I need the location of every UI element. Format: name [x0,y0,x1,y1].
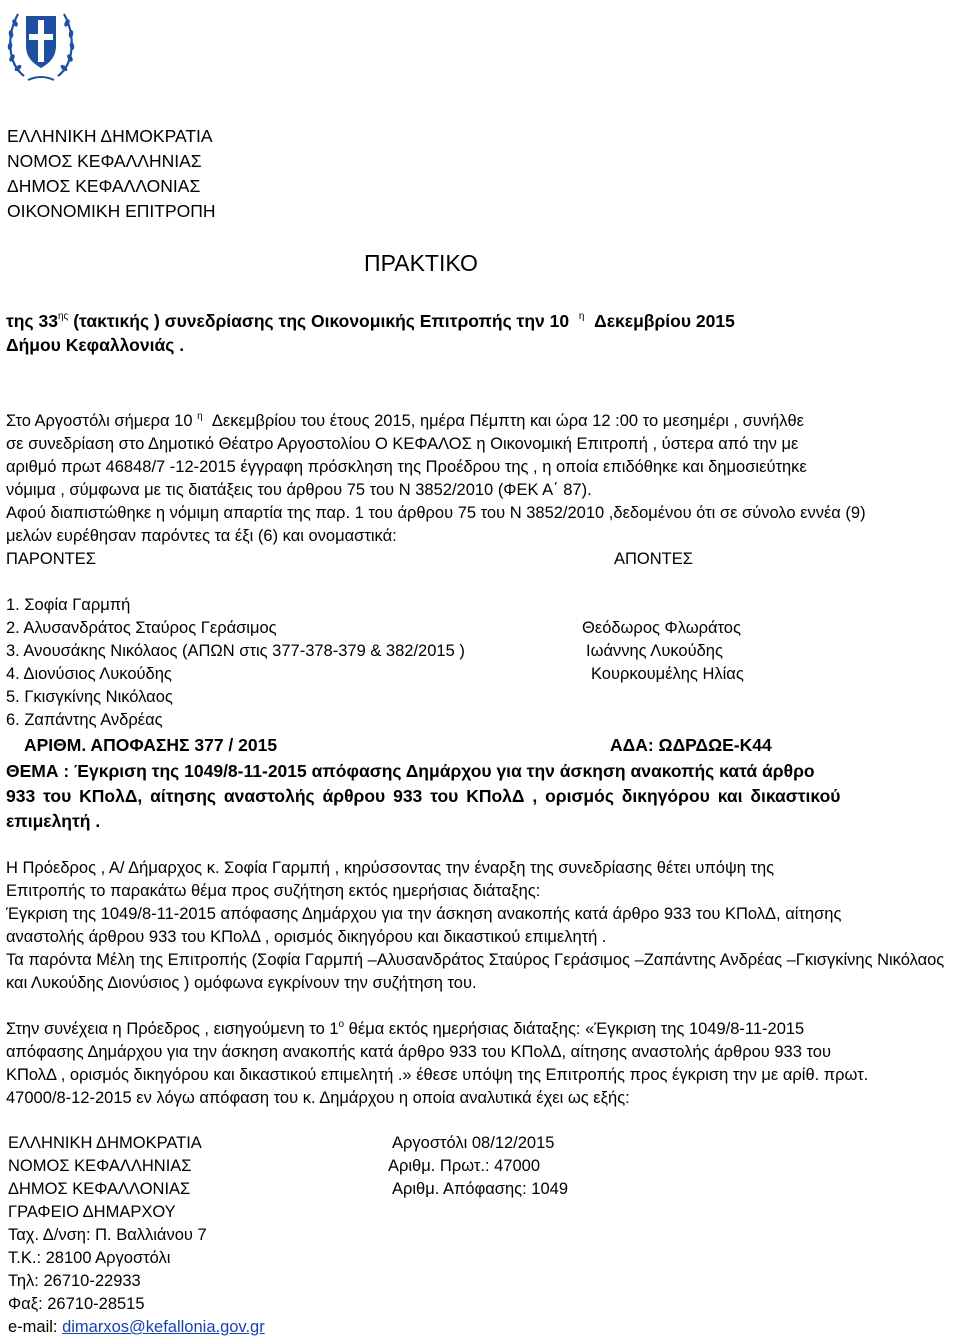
footer-left-line: ΝΟΜΟΣ ΚΕΦΑΛΛΗΝΙΑΣ [8,1157,192,1175]
header-line-republic: ΕΛΛΗΝΙΚΗ ΔΗΜΟΚΡΑΤΙΑ [7,126,213,146]
present-member: 4. Διονύσιος Λυκούδης [6,665,172,683]
intro-line-6: μελών ευρέθησαν παρόντες τα έξι (6) και ονομαστικά: [6,527,397,545]
subtitle-day-suffix: η [578,311,585,322]
absent-member: Θεόδωρος Φλωράτος [582,619,741,637]
body-line-7 [6,1018,804,1043]
subtitle-line-1 [6,310,735,336]
intro-line-3: αριθμό πρωτ 46848/7 -12-2015 έγγραφη πρόσκληση της Προέδρου της , η οποία επιδόθηκε και δημοσιεύτηκε [6,458,807,476]
greek-coat-of-arms-emblem [4,2,78,84]
footer-left-line: Φαξ: 26710-28515 [8,1295,145,1313]
decision-theme-line-2: 933 του ΚΠολΔ, αίτησης αναστολής άρθρου 933 του ΚΠολΔ , ορισμός δικηγόρου και δικαστικού [6,786,841,806]
footer-left-line: ΕΛΛΗΝΙΚΗ ΔΗΜΟΚΡΑΤΙΑ [8,1134,202,1152]
body-line-4: αναστολής άρθρου 933 του ΚΠολΔ , ορισμός δικηγόρου και δικαστικού επιμελητή . [6,928,607,946]
ada-code: ΑΔΑ: ΩΔΡΔΩΕ-Κ44 [610,735,772,755]
intro-line-1a: Στο Αργοστόλι σήμερα 10 [6,412,193,430]
subtitle-meeting: (τακτικής ) συνεδρίασης της Οικονομικής Επιτροπής την 10 [73,311,570,331]
subtitle-session-suffix: ης [57,311,69,322]
present-member: 5. Γκισγκίνης Νικόλαος [6,688,173,706]
footer-left-line: Ταχ. Δ/νση: Π. Βαλλιάνου 7 [8,1226,207,1244]
body-line-6: και Λυκούδης Διονύσιος ) ομόφωνα εγκρίνουν την συζήτηση του. [6,974,477,992]
footer-right-line: Αργοστόλι 08/12/2015 [392,1134,555,1152]
decision-theme-line-3: επιμελητή . [6,811,101,831]
body-line-1: Η Πρόεδρος , Α/ Δήμαρχος κ. Σοφία Γαρμπή , κηρύσσοντας την έναρξη της συνεδρίασης θέτει υπόψη της [6,859,775,877]
present-heading: ΠΑΡΟΝΤΕΣ [6,550,96,568]
body-line-7a: Στην συνέχεια η Πρόεδρος , εισηγούμενη το 1 [6,1020,339,1038]
body-line-7b: θέμα εκτός ημερήσιας διάταξης: «Έγκριση της 1049/8-11-2015 [344,1020,805,1038]
header-line-municipality: ΔΗΜΟΣ ΚΕΦΑΛΛΟΝΙΑΣ [7,176,201,196]
body-line-10: 47000/8-12-2015 εν λόγω απόφαση του κ. Δημάρχου η οποία αναλυτικά έχει ως εξής: [6,1089,630,1107]
footer-left-line: Τ.Κ.: 28100 Αργοστόλι [8,1249,171,1267]
intro-line-4: νόμιμα , σύμφωνα με τις διατάξεις του άρθρου 75 του Ν 3852/2010 (ΦΕΚ Α΄ 87). [6,481,592,499]
header-line-committee: ΟΙΚΟΝΟΜΙΚΗ ΕΠΙΤΡΟΠΗ [7,201,216,221]
body-line-7-suffix: ο [338,1019,345,1030]
footer-left-line: ΓΡΑΦΕΙΟ ΔΗΜΑΡΧΟΥ [8,1203,176,1221]
absent-member: Ιωάννης Λυκούδης [586,642,723,660]
subtitle-line-2: Δήμου Κεφαλλονιάς . [6,335,185,355]
present-member: 2. Αλυσανδράτος Σταύρος Γεράσιμος [6,619,277,637]
present-member: 3. Ανουσάκης Νικόλαος (ΑΠΩΝ στις 377-378-379 & 382/2015 ) [6,642,465,660]
absent-member: Κουρκουμέλης Ηλίας [591,665,744,683]
intro-line-5: Αφού διαπιστώθηκε η νόμιμη απαρτία της παρ. 1 του άρθρου 75 του Ν 3852/2010 ,δεδομένου ότι σε σύνολο εννέα (9) [6,504,866,522]
footer-right-line: Αριθμ. Πρωτ.: 47000 [388,1157,541,1175]
absent-heading: ΑΠΟΝΤΕΣ [614,550,693,568]
subtitle-month: Δεκεμβρίου 2015 [594,311,735,331]
footer-right-line: Αριθμ. Απόφασης: 1049 [392,1180,568,1198]
present-member: 6. Ζαπάντης Ανδρέας [6,711,163,729]
present-member: 1. Σοφία Γαρμπή [6,596,131,614]
email-link[interactable]: dimarxos@kefallonia.gov.gr [62,1318,265,1336]
intro-line-1b: Δεκεμβρίου του έτους 2015, ημέρα Πέμπτη και ώρα 12 :00 το μεσημέρι , συνήλθε [211,412,805,430]
header-line-prefecture: ΝΟΜΟΣ ΚΕΦΑΛΛΗΝΙΑΣ [7,151,202,171]
email-label: e-mail: [8,1318,63,1336]
footer-left-line: ΔΗΜΟΣ ΚΕΦΑΛΛΟΝΙΑΣ [8,1180,191,1198]
intro-line-2: σε συνεδρίαση στο Δημοτικό Θέατρο Αργοστολίου Ο ΚΕΦΑΛΟΣ η Οικονομική Επιτροπή , ύστερα από την με [6,435,799,453]
footer-left-line: Τηλ: 26710-22933 [8,1272,141,1290]
intro-line-1 [6,410,804,435]
footer-email-line [8,1316,265,1338]
subtitle-session: της 33 [6,311,58,331]
intro-line-1-suffix: η [197,411,203,422]
body-line-5: Τα παρόντα Μέλη της Επιτροπής (Σοφία Γαρμπή –Αλυσανδράτος Σταύρος Γεράσιμος –Ζαπάντης Ανδρέας –Γκισγκίνης Νικόλαος [6,951,945,969]
body-line-8: απόφασης Δημάρχου για την άσκηση ανακοπής κατά άρθρο 933 του ΚΠολΔ, αίτησης αναστολής άρθρου 933 του [6,1043,831,1061]
body-line-3: Έγκριση της 1049/8-11-2015 απόφασης Δημάρχου για την άσκηση ανακοπής κατά άρθρο 933 του ΚΠολΔ, αίτησης [6,905,842,923]
body-line-9: ΚΠολΔ , ορισμός δικηγόρου και δικαστικού επιμελητή .» έθεσε υπόψη της Επιτροπής προς έγκριση την με αρίθ. πρωτ. [6,1066,869,1084]
decision-theme-line-1: ΘΕΜΑ : Έγκριση της 1049/8-11-2015 απόφασης Δημάρχου για την άσκηση ανακοπής κατά άρθρο [6,761,815,781]
body-line-2: Επιτροπής το παρακάτω θέμα προς συζήτηση εκτός ημερήσιας διάταξης: [6,882,541,900]
decision-number: ΑΡΙΘΜ. ΑΠΟΦΑΣΗΣ 377 / 2015 [24,735,278,755]
page-title: ΠΡΑΚΤΙΚΟ [364,250,478,276]
